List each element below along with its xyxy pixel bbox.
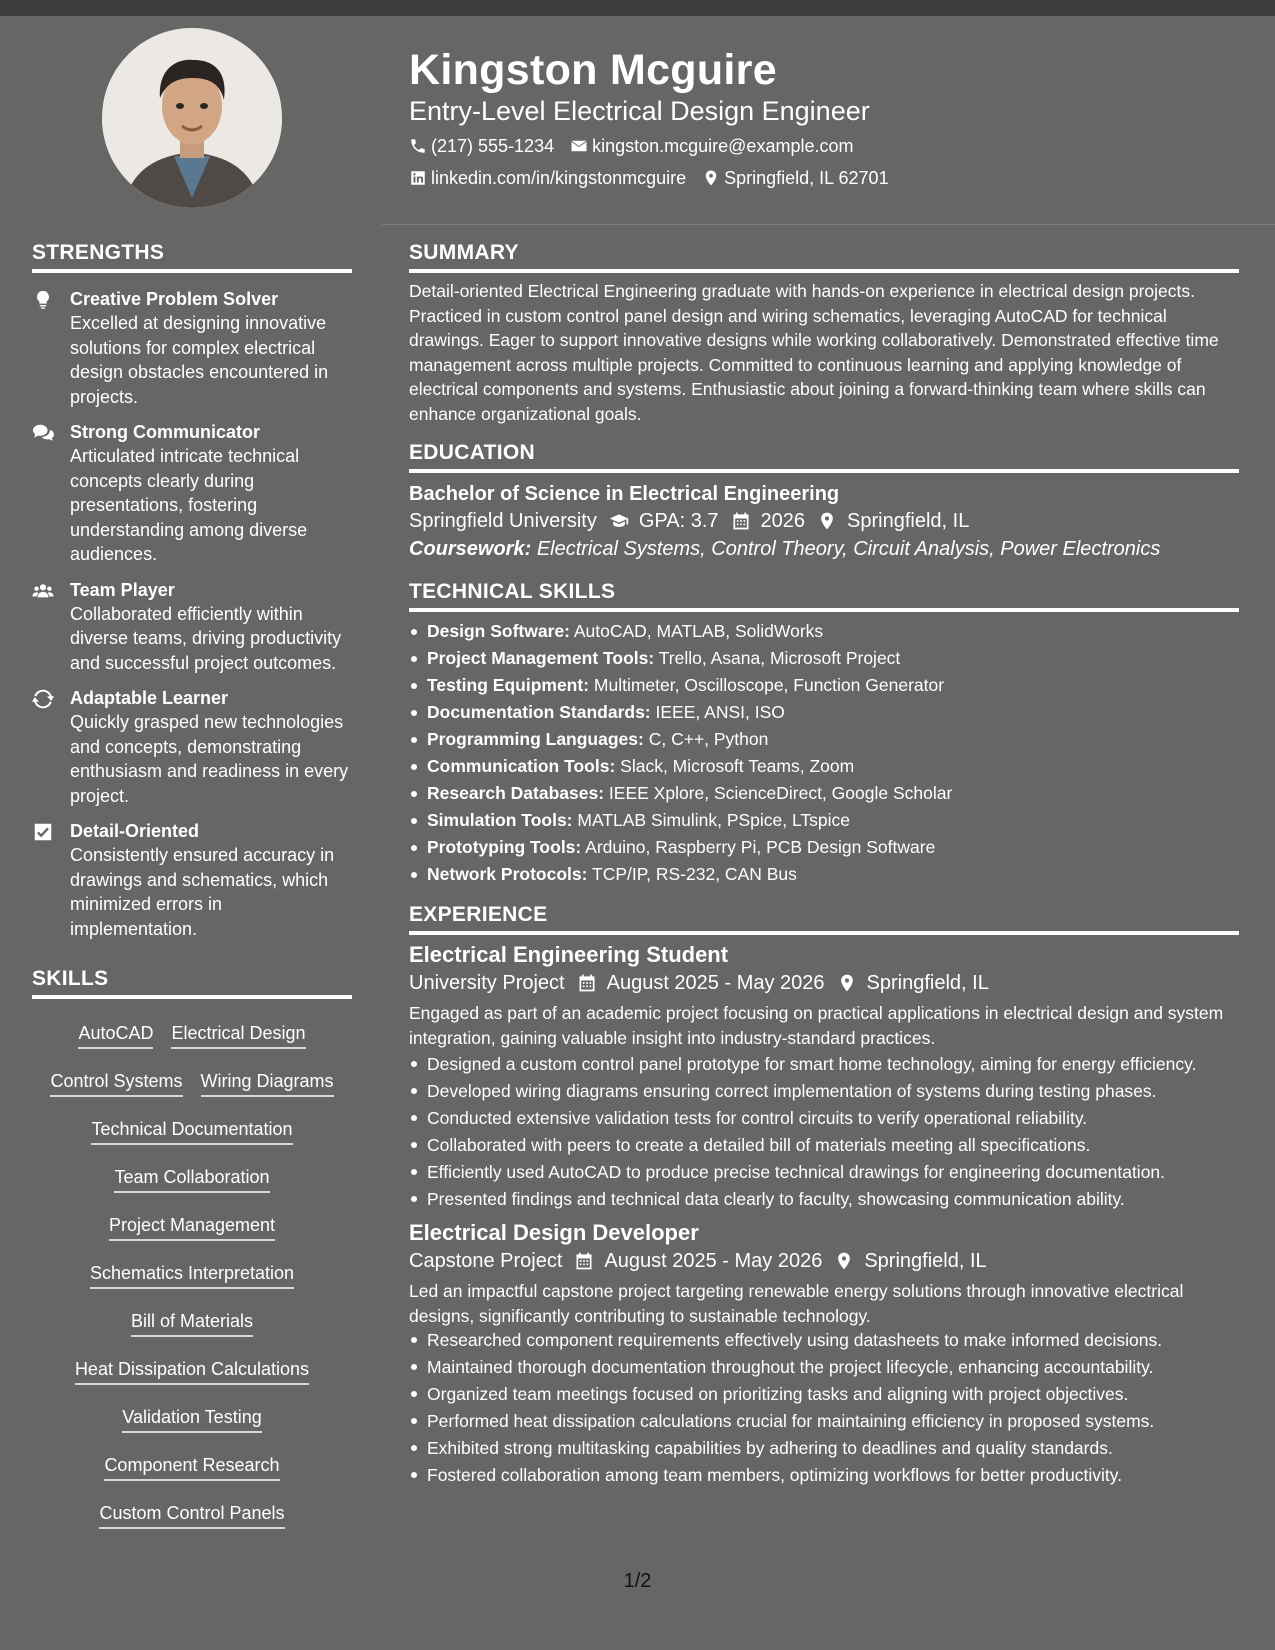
- skill-value: Arduino, Raspberry Pi, PCB Design Software: [585, 837, 936, 857]
- contact-row-2: [409, 166, 905, 190]
- location-text: Springfield, IL 62701: [724, 168, 889, 188]
- summary-text: Detail-oriented Electrical Engineering graduate with hands-on experience in electrical design projects. Practiced in custom control panel design and wiring schematics, leveraging AutoCAD for technical drawings. Eager to support innovative designs while working collaboratively. Demonstrated effective time management across multiple projects. Committed to continuous learning and applying knowledge of electrical components and systems. Enthusiastic about joining a forward-thinking team where skills can enhance organizational goals.: [409, 281, 1219, 424]
- skill-label: Project Management Tools:: [427, 648, 655, 668]
- profile-photo: [102, 28, 282, 208]
- map-marker-icon: [837, 973, 857, 993]
- graduation-cap-icon: [609, 511, 629, 531]
- skill-label: Prototyping Tools:: [427, 837, 582, 857]
- strength-item: [32, 287, 352, 409]
- phone-item[interactable]: [409, 134, 554, 158]
- job-bullets: [409, 1328, 1239, 1487]
- sync-icon: [32, 688, 54, 710]
- job-location: Springfield, IL: [866, 972, 989, 994]
- sidebar: [32, 240, 352, 1537]
- list-item: [409, 645, 1239, 672]
- school-name: Springfield University: [409, 510, 597, 532]
- contact-row-1: [409, 134, 869, 158]
- list-item: Fostered collaboration among team members, optimizing workflows for better productivity.: [409, 1463, 1239, 1487]
- email-text: kingston.mcguire@example.com: [592, 136, 854, 156]
- skill-tag: Heat Dissipation Calculations: [75, 1353, 309, 1385]
- skill-tag: Team Collaboration: [114, 1161, 269, 1193]
- list-item: Maintained thorough documentation throughout the project lifecycle, enhancing accountability.: [409, 1355, 1239, 1379]
- job-dates: August 2025 - May 2026: [604, 1250, 823, 1272]
- strength-title: Adaptable Learner: [70, 688, 229, 708]
- skill-label: Documentation Standards:: [427, 702, 651, 722]
- list-item: [409, 780, 1239, 807]
- skill-tag: Schematics Interpretation: [90, 1257, 294, 1289]
- strength-desc: Articulated intricate technical concepts clearly during presentations, fostering understanding among diverse audiences.: [70, 446, 308, 564]
- skill-tag: Custom Control Panels: [99, 1497, 284, 1529]
- skill-value: MATLAB Simulink, PSpice, LTspice: [577, 810, 851, 830]
- calendar-icon: [731, 511, 751, 531]
- phone-text: (217) 555-1234: [431, 136, 555, 156]
- skill-tag: Project Management: [109, 1209, 275, 1241]
- email-item[interactable]: [570, 134, 853, 158]
- job-meta: [409, 1247, 1239, 1275]
- list-item: [409, 672, 1239, 699]
- users-icon: [32, 580, 54, 602]
- map-marker-icon: [702, 169, 720, 187]
- avatar: [102, 28, 282, 208]
- skill-value: Multimeter, Oscilloscope, Function Generator: [593, 675, 945, 695]
- skill-tag: Control Systems: [50, 1065, 182, 1097]
- list-item: Efficiently used AutoCAD to produce precise technical drawings for engineering documentation.: [409, 1160, 1239, 1184]
- job-summary: Led an impactful capstone project targeting renewable energy solutions through innovative electrical designs, significantly contributing to sustainable technology.: [409, 1281, 1184, 1326]
- experience-heading: EXPERIENCE: [409, 902, 1239, 935]
- list-item: Designed a custom control panel prototype for smart home technology, aiming for energy efficiency.: [409, 1052, 1239, 1076]
- list-item: Researched component requirements effectively using datasheets to make informed decisions.: [409, 1328, 1239, 1352]
- page-number: 1/2: [623, 1570, 652, 1592]
- technical-skills-list: [409, 618, 1239, 888]
- strength-desc: Consistently ensured accuracy in drawings and schematics, which minimized errors in implementation.: [70, 845, 335, 939]
- list-item: Developed wiring diagrams ensuring correct implementation of systems during testing phases.: [409, 1079, 1239, 1103]
- job-meta: [409, 969, 1239, 997]
- top-bar: [0, 0, 1275, 16]
- job-dates: August 2025 - May 2026: [606, 972, 825, 994]
- map-marker-icon: [817, 511, 837, 531]
- strength-item: [32, 686, 352, 808]
- list-item: [409, 807, 1239, 834]
- candidate-title: Entry-Level Electrical Design Engineer: [409, 96, 870, 126]
- skill-label: Communication Tools:: [427, 756, 616, 776]
- strength-desc: Collaborated efficiently within diverse teams, driving productivity and successful project outcomes.: [70, 603, 342, 673]
- skill-tag: AutoCAD: [78, 1017, 153, 1049]
- job-bullets: [409, 1052, 1239, 1211]
- technical-skills-heading: TECHNICAL SKILLS: [409, 579, 1239, 612]
- skills-heading: SKILLS: [32, 966, 352, 999]
- job-summary: Engaged as part of an academic project focusing on practical applications in electrical design and system integration, gaining valuable insight into industry-standard practices.: [409, 1003, 1224, 1048]
- list-item: [409, 699, 1239, 726]
- strength-desc: Quickly grasped new technologies and concepts, demonstrating enthusiasm and readiness in every project.: [70, 712, 349, 806]
- skill-label: Design Software:: [427, 621, 570, 641]
- skill-label: Network Protocols:: [427, 864, 588, 884]
- coursework-list: Electrical Systems, Control Theory, Circuit Analysis, Power Electronics: [536, 538, 1161, 560]
- linkedin-text: linkedin.com/in/kingstonmcguire: [431, 168, 687, 188]
- list-item: [409, 618, 1239, 645]
- skill-label: Simulation Tools:: [427, 810, 573, 830]
- education-heading: EDUCATION: [409, 440, 1239, 473]
- linkedin-item[interactable]: [409, 166, 686, 190]
- lightbulb-icon: [32, 289, 54, 311]
- skill-value: C, C++, Python: [648, 729, 769, 749]
- job-org: University Project: [409, 972, 565, 994]
- skill-value: Trello, Asana, Microsoft Project: [658, 648, 901, 668]
- list-item: Exhibited strong multitasking capabilities by adhering to deadlines and quality standards.: [409, 1436, 1239, 1460]
- strength-title: Team Player: [70, 579, 175, 600]
- skill-value: IEEE, ANSI, ISO: [655, 702, 785, 722]
- list-item: [409, 753, 1239, 780]
- calendar-icon: [577, 973, 597, 993]
- graduation-year: 2026: [760, 510, 806, 532]
- strength-title: Detail-Oriented: [70, 821, 200, 841]
- skill-tag: Technical Documentation: [91, 1113, 292, 1145]
- calendar-icon: [574, 1251, 594, 1271]
- job-title: Electrical Engineering Student: [409, 942, 729, 967]
- list-item: [409, 861, 1239, 888]
- skill-value: AutoCAD, MATLAB, SolidWorks: [573, 621, 824, 641]
- envelope-icon: [570, 137, 588, 155]
- skill-label: Research Databases:: [427, 783, 605, 803]
- list-item: [409, 834, 1239, 861]
- candidate-name: Kingston Mcguire: [409, 46, 777, 94]
- skill-tag: Component Research: [104, 1449, 279, 1481]
- skill-tag: Wiring Diagrams: [201, 1065, 334, 1097]
- header-divider: [382, 224, 1275, 225]
- skill-label: Programming Languages:: [427, 729, 644, 749]
- strength-title: Strong Communicator: [70, 422, 261, 442]
- location-item: [702, 166, 888, 190]
- skill-value: Slack, Microsoft Teams, Zoom: [620, 756, 855, 776]
- skill-tag: Validation Testing: [122, 1401, 261, 1433]
- skill-label: Testing Equipment:: [427, 675, 590, 695]
- coursework-label: Coursework:: [409, 538, 532, 560]
- school-location: Springfield, IL: [847, 510, 970, 532]
- degree-title: Bachelor of Science in Electrical Engineering: [409, 483, 840, 505]
- list-item: Organized team meetings focused on prioritizing tasks and aligning with project objectives.: [409, 1382, 1239, 1406]
- gpa: GPA: 3.7: [638, 510, 719, 532]
- list-item: Performed heat dissipation calculations crucial for maintaining efficiency in proposed systems.: [409, 1409, 1239, 1433]
- skill-tag: Bill of Materials: [131, 1305, 253, 1337]
- phone-icon: [409, 137, 427, 155]
- strength-desc: Excelled at designing innovative solutions for complex electrical design obstacles encountered in projects.: [70, 313, 329, 407]
- strength-title: Creative Problem Solver: [70, 289, 279, 309]
- map-marker-icon: [834, 1251, 854, 1271]
- comments-icon: [32, 422, 54, 444]
- skill-tag: Electrical Design: [171, 1017, 305, 1049]
- skill-value: IEEE Xplore, ScienceDirect, Google Scholar: [608, 783, 953, 803]
- strength-item: [32, 578, 352, 676]
- job-title: Electrical Design Developer: [409, 1220, 699, 1245]
- list-item: Collaborated with peers to create a detailed bill of materials meeting all specifications.: [409, 1133, 1239, 1157]
- main-column: [409, 240, 1239, 1490]
- education-meta: [409, 507, 1239, 535]
- coursework: [409, 535, 1239, 563]
- job-location: Springfield, IL: [864, 1250, 987, 1272]
- strength-item: [32, 420, 352, 567]
- skill-value: TCP/IP, RS-232, CAN Bus: [592, 864, 797, 884]
- job-org: Capstone Project: [409, 1250, 563, 1272]
- strength-item: [32, 819, 352, 941]
- list-item: Presented findings and technical data clearly to faculty, showcasing communication ability.: [409, 1187, 1239, 1211]
- linkedin-icon: [409, 169, 427, 187]
- checkbox-icon: [32, 821, 54, 843]
- strengths-heading: STRENGTHS: [32, 240, 352, 273]
- list-item: [409, 726, 1239, 753]
- summary-heading: SUMMARY: [409, 240, 1239, 273]
- skills-list: [32, 1009, 352, 1537]
- list-item: Conducted extensive validation tests for control circuits to verify operational reliability.: [409, 1106, 1239, 1130]
